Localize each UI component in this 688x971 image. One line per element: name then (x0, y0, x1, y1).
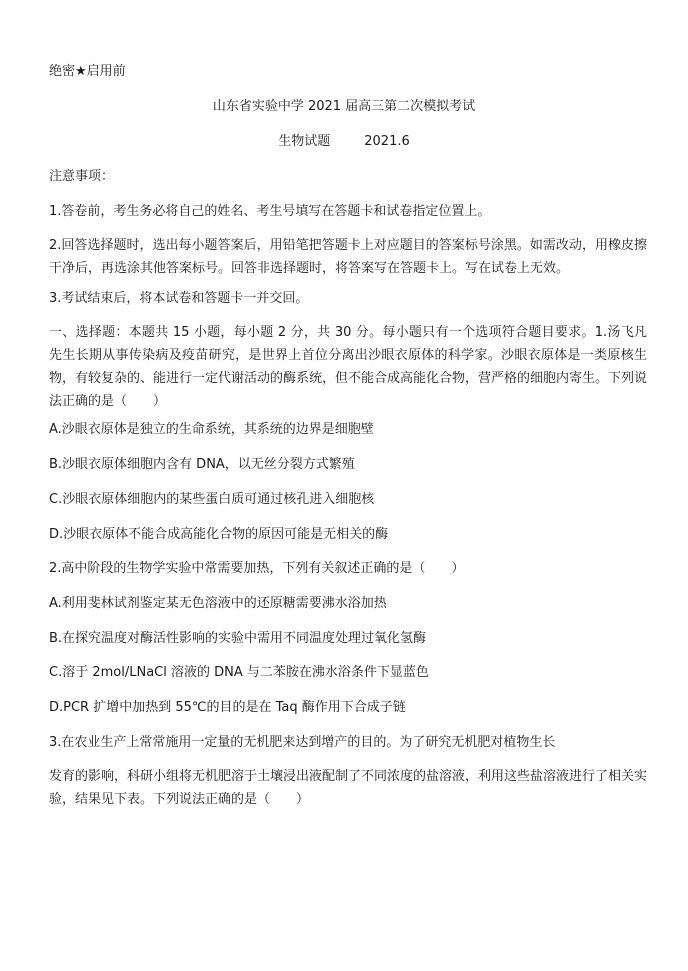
notice-item-3: 3.考试结束后，将本试卷和答题卡一并交回。 (49, 291, 309, 306)
subject-line (0, 134, 688, 150)
q3-stem-rest: 发育的影响，科研小组将无机肥溶于土壤浸出液配制了不同浓度的盐溶液，利用这些盐溶液进行了相关实验，结果见下表。下列说法正确的是（ ） (49, 769, 648, 807)
secret-mark: 绝密★启用前 (49, 64, 126, 79)
q1-option-a: A.沙眼衣原体是独立的生命系统，其系统的边界是细胞壁 (49, 422, 374, 437)
section1-intro-question1: 一、选择题：本题共 15 小题，每小题 2 分，共 30 分。每小题只有一个选项符合题目要求。1.汤飞凡先生长期从事传染病及疫苗研究，是世界上首位分离出沙眼衣原体的科学家。沙眼衣原体是一类原核生物，有较复杂的、能进行一定代谢活动的酶系统，但不能合成高能化合物，营严格的细胞内寄生。下列说法正确的是（ ） (49, 325, 648, 409)
q2-option-c: C.溶于 2mol/LNaCl 溶液的 DNA 与二苯胺在沸水浴条件下显蓝色 (49, 665, 429, 680)
subject-name: 生物试题 (278, 134, 331, 149)
q2-stem: 2.高中阶段的生物学实验中常需要加热，下列有关叙述正确的是（ ） (49, 561, 465, 576)
exam-date: 2021.6 (364, 134, 410, 149)
q1-option-d: D.沙眼衣原体不能合成高能化合物的原因可能是无相关的酶 (49, 527, 389, 542)
q2-option-d: D.PCR 扩增中加热到 55℃的目的是在 Taq 酶作用下合成子链 (49, 700, 406, 715)
exam-title: 山东省实验中学 2021 届高三第二次模拟考试 (212, 99, 476, 114)
q2-option-b: B.在探究温度对酶活性影响的实验中需用不同温度处理过氧化氢酶 (49, 631, 427, 646)
q3-stem-line1: 3.在农业生产上常常施用一定量的无机肥来达到增产的目的。为了研究无机肥对植物生长 (49, 735, 556, 750)
notice-item-1: 1.答卷前，考生务必将自己的姓名、考生号填写在答题卡和试卷指定位置上。 (49, 204, 491, 219)
notice-item-2: 2.回答选择题时，选出每小题答案后，用铅笔把答题卡上对应题目的答案标号涂黑。如需改动，用橡皮擦干净后，再选涂其他答案标号。回答非选择题时，将答案写在答题卡上。写在试卷上无效。 (49, 238, 647, 276)
notice-heading: 注意事项： (49, 169, 115, 184)
q2-option-a: A.利用斐林试剂鉴定某无色溶液中的还原糖需要沸水浴加热 (49, 596, 387, 611)
q1-option-c: C.沙眼衣原体细胞内的某些蛋白质可通过核孔进入细胞核 (49, 492, 375, 507)
q1-option-b: B.沙眼衣原体细胞内含有 DNA，以无丝分裂方式繁殖 (49, 457, 355, 472)
